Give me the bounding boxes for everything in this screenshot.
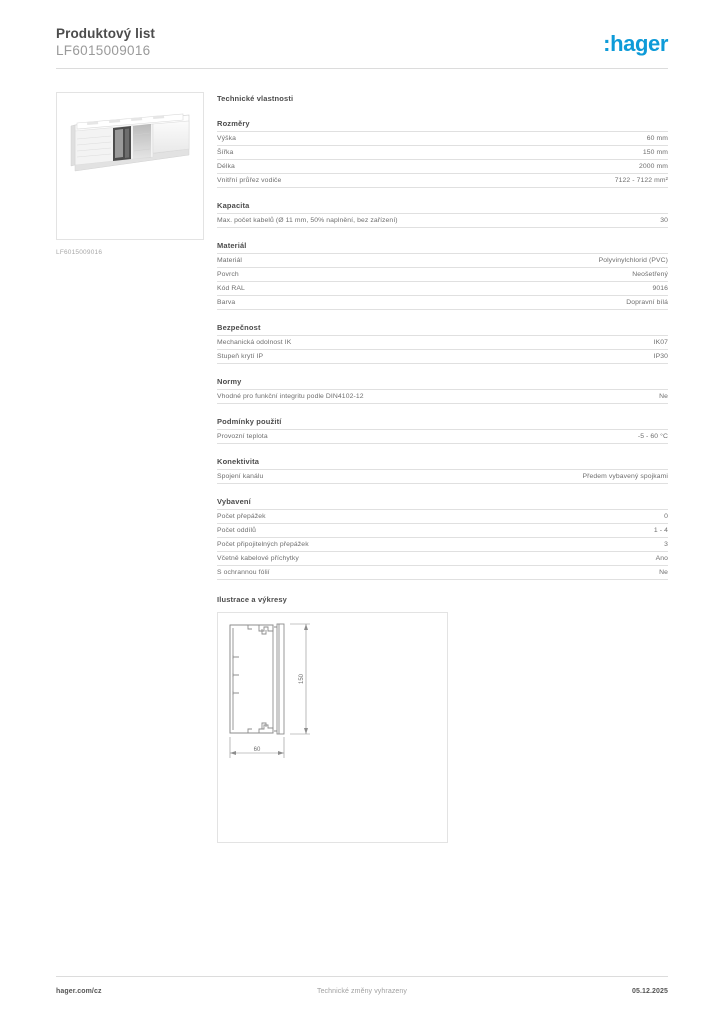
spec-group-title: Rozměry — [217, 119, 250, 128]
spec-key: S ochrannou fólií — [217, 566, 443, 580]
table-row — [217, 146, 668, 160]
cross-section-drawing-icon — [218, 613, 447, 842]
spec-group-title: Konektivita — [217, 457, 260, 466]
spec-value: 3 — [443, 538, 669, 552]
spec-key: Povrch — [217, 268, 443, 282]
dimension-height-label: 150 — [299, 673, 305, 685]
spec-value: IP30 — [443, 350, 669, 364]
technical-drawing — [217, 612, 448, 843]
spec-group-title: Vybavení — [217, 497, 251, 506]
spec-groups-container — [217, 119, 668, 580]
spec-group — [217, 119, 668, 188]
table-row — [217, 296, 668, 310]
footer-disclaimer: Technické změny vyhrazeny — [316, 988, 408, 995]
spec-table — [217, 509, 668, 580]
spec-group — [217, 457, 668, 484]
spec-group — [217, 377, 668, 404]
spec-group — [217, 201, 668, 228]
product-image — [56, 92, 204, 240]
drawings-section — [217, 595, 668, 843]
spec-value: 30 — [443, 214, 669, 228]
table-row — [217, 510, 668, 524]
spec-key: Vhodné pro funkční integritu podle DIN4102-12 — [217, 390, 443, 404]
spec-group-title: Kapacita — [217, 201, 250, 210]
spec-value: 2000 mm — [443, 160, 669, 174]
spec-group — [217, 417, 668, 444]
spec-table — [217, 335, 668, 364]
spec-table — [217, 213, 668, 228]
spec-key: Výška — [217, 132, 443, 146]
table-row — [217, 524, 668, 538]
table-row — [217, 282, 668, 296]
table-row — [217, 160, 668, 174]
spec-key: Včetně kabelové příchytky — [217, 552, 443, 566]
spec-value: 7122 - 7122 mm² — [443, 174, 669, 188]
spec-key: Počet oddílů — [217, 524, 443, 538]
product-image-block — [56, 92, 204, 256]
spec-value: 9016 — [443, 282, 669, 296]
spec-key: Max. počet kabelů (Ø 11 mm, 50% naplnění, bez zařízení) — [217, 214, 443, 228]
spec-value: 1 - 4 — [443, 524, 669, 538]
spec-value: Ne — [443, 390, 669, 404]
cable-trunking-photo-icon — [57, 93, 203, 239]
spec-key: Provozní teplota — [217, 430, 443, 444]
spec-table — [217, 469, 668, 484]
spec-group-title: Normy — [217, 377, 242, 386]
spec-key: Počet připojitelných přepážek — [217, 538, 443, 552]
table-row — [217, 538, 668, 552]
table-row — [217, 552, 668, 566]
header-divider — [56, 68, 668, 69]
spec-group-title: Podmínky použití — [217, 417, 282, 426]
technical-properties-title: Technické vlastnosti — [217, 94, 294, 103]
spec-key: Mechanická odolnost IK — [217, 336, 443, 350]
spec-key: Materiál — [217, 254, 443, 268]
spec-table — [217, 131, 668, 188]
spec-group — [217, 241, 668, 310]
table-row — [217, 132, 668, 146]
spec-value: Polyvinylchlorid (PVC) — [443, 254, 669, 268]
page-footer — [56, 988, 668, 1002]
spec-value: 0 — [443, 510, 669, 524]
table-row — [217, 566, 668, 580]
page-title: Produktový list — [56, 26, 156, 41]
spec-value: Předem vybavený spojkami — [443, 470, 669, 484]
footer-website[interactable]: hager.com/cz — [56, 988, 102, 995]
table-row — [217, 268, 668, 282]
spec-value: 150 mm — [443, 146, 669, 160]
spec-key: Vnitřní průřez vodiče — [217, 174, 443, 188]
spec-value: Ano — [443, 552, 669, 566]
spec-key: Počet přepážek — [217, 510, 443, 524]
spec-table — [217, 429, 668, 444]
footer-divider — [56, 976, 668, 977]
footer-date: 05.12.2025 — [631, 988, 668, 995]
spec-group-title: Bezpečnost — [217, 323, 261, 332]
technical-properties-section — [217, 94, 668, 593]
product-image-caption: LF6015009016 — [56, 249, 103, 256]
spec-key: Délka — [217, 160, 443, 174]
table-row — [217, 470, 668, 484]
spec-value: Dopravní bílá — [443, 296, 669, 310]
spec-value: -5 - 60 °C — [443, 430, 669, 444]
table-row — [217, 214, 668, 228]
table-row — [217, 350, 668, 364]
spec-key: Spojení kanálu — [217, 470, 443, 484]
page-header — [56, 26, 668, 68]
product-reference: LF6015009016 — [56, 43, 151, 58]
table-row — [217, 254, 668, 268]
drawings-title: Ilustrace a výkresy — [217, 595, 287, 604]
table-row — [217, 390, 668, 404]
spec-value: IK07 — [443, 336, 669, 350]
spec-key: Kód RAL — [217, 282, 443, 296]
table-row — [217, 174, 668, 188]
spec-key: Barva — [217, 296, 443, 310]
spec-table — [217, 389, 668, 404]
spec-value: Neošetřený — [443, 268, 669, 282]
title-block — [56, 26, 155, 59]
spec-group — [217, 323, 668, 364]
spec-key: Šířka — [217, 146, 443, 160]
spec-table — [217, 253, 668, 310]
dimension-width-label: 60 — [253, 747, 261, 753]
spec-group-title: Materiál — [217, 241, 247, 250]
table-row — [217, 336, 668, 350]
spec-value: Ne — [443, 566, 669, 580]
spec-key: Stupeň krytí IP — [217, 350, 443, 364]
table-row — [217, 430, 668, 444]
hager-logo: :hager — [603, 31, 668, 56]
spec-value: 60 mm — [443, 132, 669, 146]
spec-group — [217, 497, 668, 580]
